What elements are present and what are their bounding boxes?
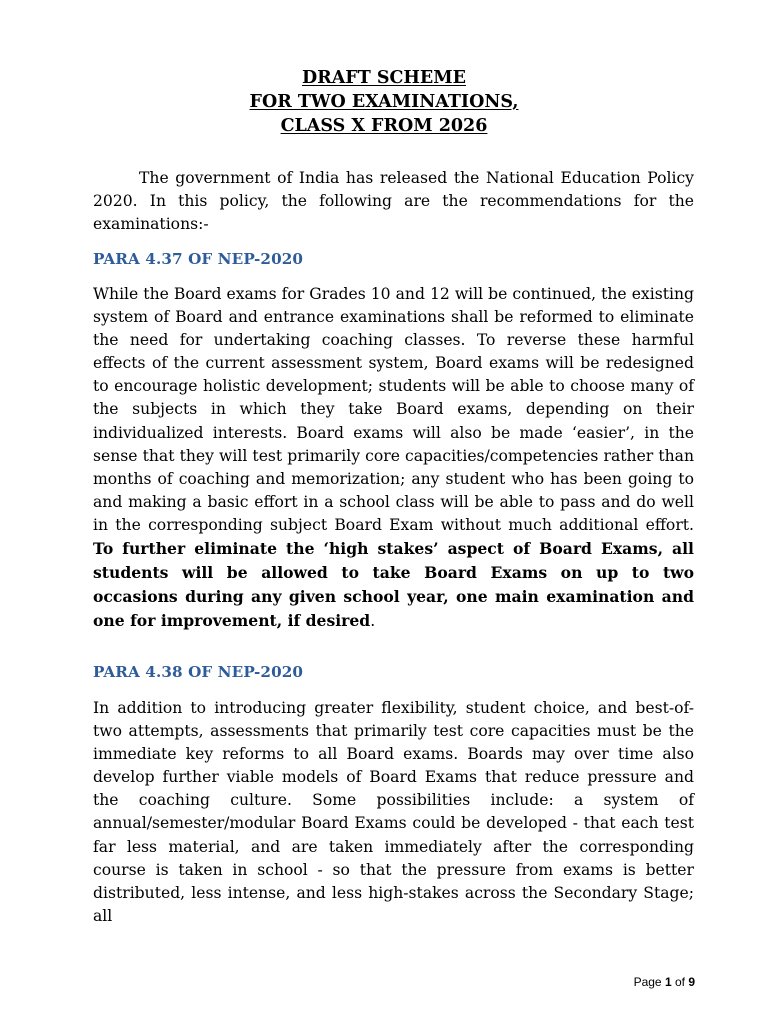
section-heading-para-4-37: PARA 4.37 OF NEP-2020 bbox=[93, 250, 304, 268]
title-line-2: FOR TWO EXAMINATIONS, bbox=[249, 92, 519, 112]
intro-paragraph: The government of India has released the National Education Policy 2020. In this policy, the following are the recommendations for the examinations:- bbox=[93, 169, 694, 234]
section1-paragraph bbox=[93, 283, 694, 633]
page-number-footer bbox=[634, 975, 695, 989]
document-title bbox=[0, 66, 768, 138]
title-line-1: DRAFT SCHEME bbox=[302, 68, 466, 88]
footer-current-page: 1 bbox=[664, 975, 672, 989]
footer-of-word: of bbox=[671, 975, 689, 989]
footer-total-pages: 9 bbox=[688, 975, 695, 989]
section-heading-para-4-38: PARA 4.38 OF NEP-2020 bbox=[93, 663, 304, 681]
section1-text-bold: To further eliminate the ‘high stakes’ aspect of Board Exams, all students will be allowed to take Board Exams on up to two occasions during any given school year, one main examination and one for improvement, if desired bbox=[93, 539, 694, 631]
title-line-3: CLASS X FROM 2026 bbox=[280, 116, 488, 136]
section1-text-end: . bbox=[370, 612, 376, 631]
section2-paragraph: In addition to introducing greater flexibility, student choice, and best-of-two attempts, assessments that primarily test core capacities must be the immediate key reforms to all Board exams. Boards may over time also develop further viable models of Board Exams that reduce pressure and the coaching culture. Some possibilities include: a system of annual/semester/modular Board Exams could be developed - that each test far less material, and are taken immediately after the corresponding course is taken in school - so that the pressure from exams is better distributed, less intense, and less high-stakes across the Secondary Stage; all bbox=[93, 699, 694, 925]
section1-text-regular: While the Board exams for Grades 10 and 12 will be continued, the existing system of Board and entrance examinations shall be reformed to eliminate the need for undertaking coaching classes. To reverse these harmful effects of the current assessment system, Board exams will be redesigned to encourage holistic development; students will be able to choose many of the subjects in which they take Board exams, depending on their individualized interests. Board exams will also be made ‘easier’, in the sense that they will test primarily core capacities/competencies rather than months of coaching and memorization; any student who has been going to and making a basic effort in a school class will be able to pass and do well in the corresponding subject Board Exam without much additional effort. bbox=[93, 285, 694, 534]
footer-page-word: Page bbox=[633, 975, 665, 989]
